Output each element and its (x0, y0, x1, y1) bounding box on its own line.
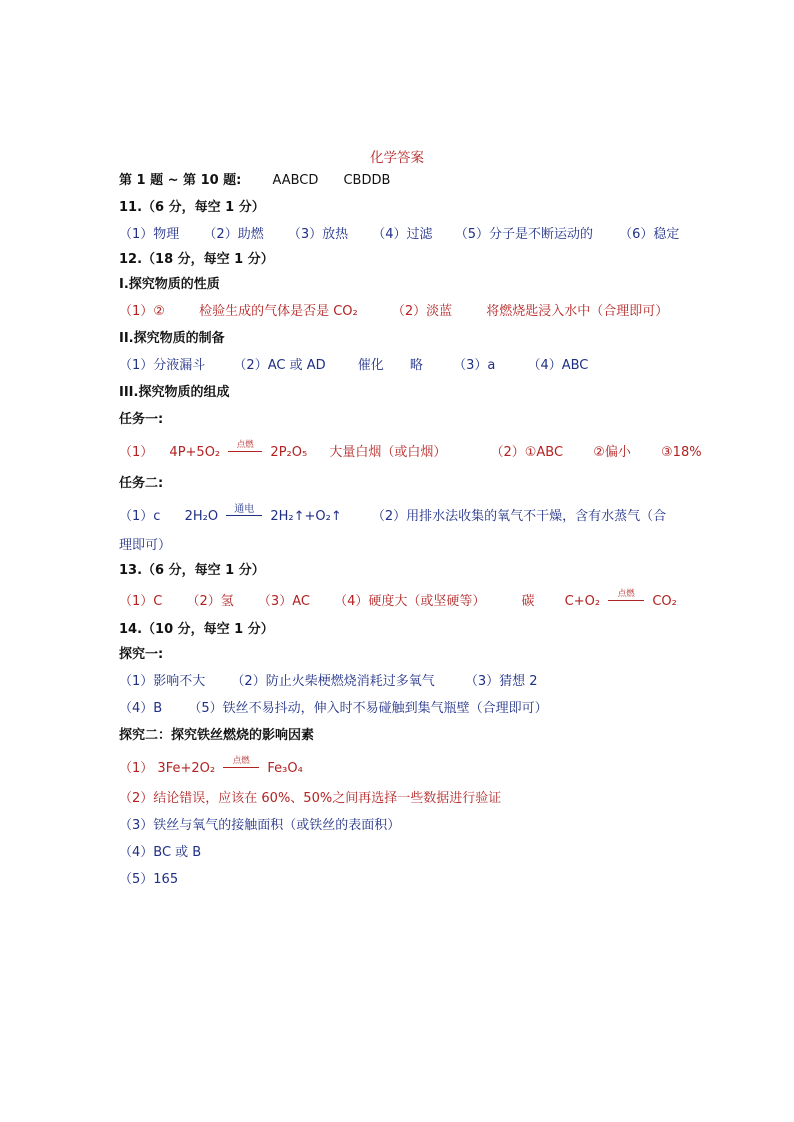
task1-equation-right: 2P₂O₅ (270, 445, 308, 460)
q11-answers (119, 226, 679, 244)
reaction-arrow (608, 589, 644, 601)
reaction-arrow (226, 504, 262, 516)
q11-answer: （6）稳定 (619, 227, 680, 242)
q11-answer: （1）物理 (119, 227, 180, 242)
q13-answers (119, 589, 677, 611)
q13-header: 13.（6 分，每空 1 分） (119, 563, 265, 578)
explore2-equation-right: Fe₃O₄ (267, 761, 303, 776)
q13-answer: （2）氢 (186, 594, 234, 609)
explore2-num: （1） (119, 761, 154, 776)
task1-answers (119, 440, 702, 462)
explore2-answer-5: （5）165 (119, 872, 179, 887)
task2-equation-left: 2H₂O (184, 509, 219, 524)
explore1-answer: （3）猜想 2 (464, 674, 538, 689)
explore2-answer-1 (119, 756, 303, 778)
page-title: 化学答案 (370, 150, 424, 166)
q12-part1-answer: 检验生成的气体是否是 CO₂ (199, 304, 358, 319)
task1-equation-left: 4P+5O₂ (169, 445, 221, 460)
reaction-arrow (223, 756, 259, 768)
q13-answer: 碳 (521, 594, 535, 609)
q13-equation-left: C+O₂ (564, 594, 601, 609)
q12-part1-answer: （2）淡蓝 (391, 304, 453, 319)
q12-part2-answer: （2）AC 或 AD (233, 358, 326, 373)
explore1-line1 (119, 673, 538, 691)
q12-part2-answers (119, 357, 588, 375)
q12-part1-answer: 将燃烧匙浸入水中（合理即可） (486, 304, 669, 319)
q1-10-group1: AABCD (272, 173, 319, 188)
explore2-equation-left: 3Fe+2O₂ (157, 761, 216, 776)
q1-10-label: 第 1 题 ~ 第 10 题: (119, 173, 242, 188)
explore1-line2 (119, 700, 548, 718)
task2-equation-right: 2H₂↑+O₂↑ (270, 509, 342, 524)
q12-part1-answer: （1）② (119, 304, 165, 319)
q11-answer: （4）过滤 (372, 227, 433, 242)
explore1-answer: （5）铁丝不易抖动，伸入时不易碰触到集气瓶壁（合理即可） (188, 701, 548, 716)
q12-part1-answers (119, 303, 668, 321)
reaction-arrow (228, 440, 262, 452)
explore1-answer: （1）影响不大 (119, 674, 206, 689)
explore2-answer-3: （3）铁丝与氧气的接触面积（或铁丝的表面积） (119, 818, 401, 833)
task1-label: 任务一: (119, 412, 164, 427)
q1-10-row (119, 172, 390, 190)
task2-label: 任务二: (119, 476, 164, 491)
q13-answer: （3）AC (257, 594, 310, 609)
task1-smoke: 大量白烟（或白烟） (329, 445, 447, 460)
explore1-label: 探究一: (119, 647, 164, 662)
explore2-label: 探究二：探究铁丝燃烧的影响因素 (119, 728, 315, 743)
q1-10-group2: CBDDB (343, 173, 391, 188)
q12-part2-answer: （1）分液漏斗 (119, 358, 206, 373)
q11-answer: （5）分子是不断运动的 (454, 227, 593, 242)
task2-answer-2: （2）用排水法收集的氧气不干燥，含有水蒸气（合 (371, 509, 667, 524)
reaction-condition: 通电 (234, 504, 255, 515)
q14-header: 14.（10 分，每空 1 分） (119, 622, 274, 637)
task2-num: （1）c (119, 509, 161, 524)
task1-answer-4: ③18% (661, 445, 702, 460)
q11-header: 11.（6 分，每空 1 分） (119, 200, 265, 215)
q12-part2-answer: 略 (409, 358, 423, 373)
reaction-condition: 点燃 (236, 440, 254, 450)
q13-answer: （1）C (119, 594, 163, 609)
task2-answer-2-cont: 理即可） (119, 538, 172, 553)
task1-num: （1） (119, 445, 154, 460)
q12-part2-answer: 催化 (357, 358, 384, 373)
reaction-condition: 点燃 (232, 756, 250, 766)
explore2-answer-4: （4）BC 或 B (119, 845, 202, 860)
explore1-answer: （2）防止火柴梗燃烧消耗过多氧气 (231, 674, 435, 689)
task1-answer-2: （2）①ABC (490, 445, 564, 460)
q11-answer: （2）助燃 (203, 227, 264, 242)
q12-part1-heading: I.探究物质的性质 (119, 277, 220, 292)
q13-equation-right: CO₂ (652, 594, 677, 609)
q11-answer: （3）放热 (287, 227, 349, 242)
q12-part3-heading: III.探究物质的组成 (119, 385, 230, 400)
task1-answer-3: ②偏小 (593, 445, 631, 460)
q12-part2-answer: （3）a (453, 358, 496, 373)
q12-header: 12.（18 分，每空 1 分） (119, 252, 274, 267)
q12-part2-answer: （4）ABC (527, 358, 589, 373)
reaction-condition: 点燃 (617, 589, 635, 599)
explore1-answer: （4）B (119, 701, 163, 716)
q12-part2-heading: II.探究物质的制备 (119, 331, 225, 346)
explore2-answer-2: （2）结论错误，应该在 60%、50%之间再选择一些数据进行验证 (119, 791, 502, 806)
task2-answers (119, 504, 667, 526)
q13-answer: （4）硬度大（或坚硬等） (334, 594, 486, 609)
